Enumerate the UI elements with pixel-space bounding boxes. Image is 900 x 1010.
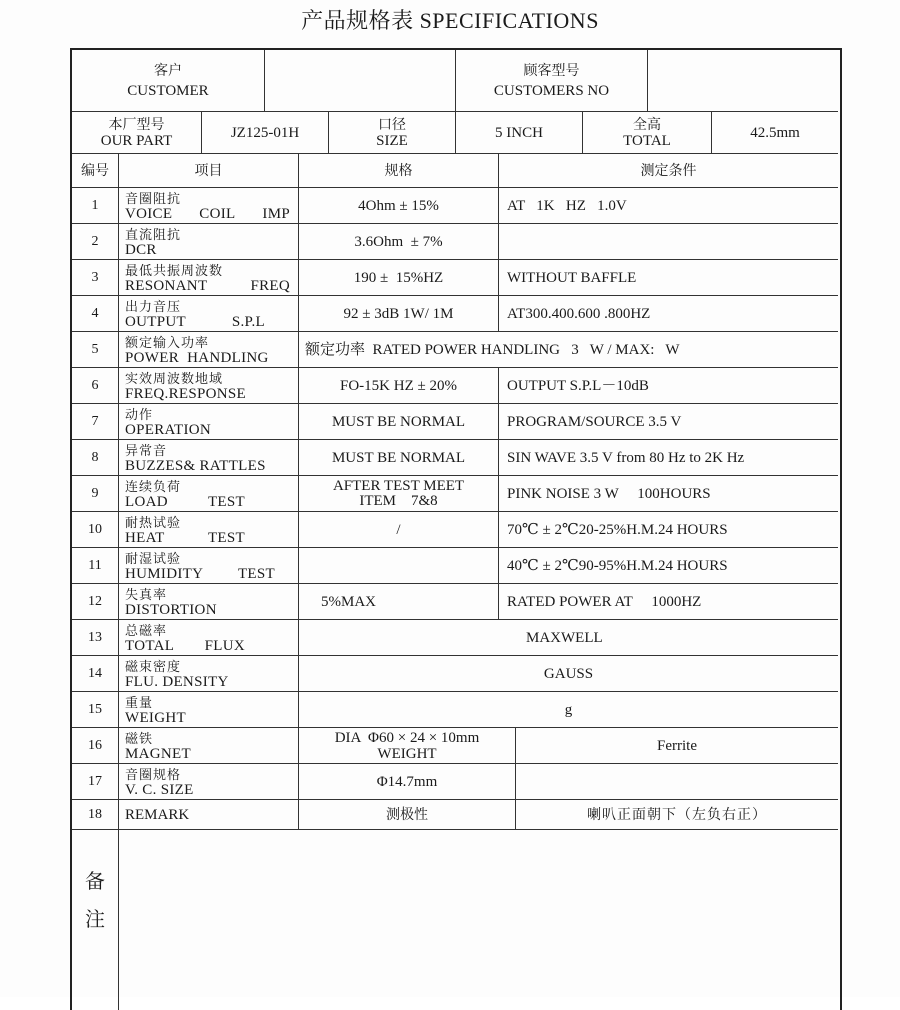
row-number: 17 <box>72 764 119 800</box>
item-name-zh: 直流阻抗 <box>125 228 182 243</box>
spec-cell: / <box>299 512 499 548</box>
row-number: 5 <box>72 332 119 368</box>
total-label-zh: 全高 <box>633 116 661 133</box>
total-label-cell <box>583 112 712 154</box>
spec-cell <box>299 548 499 584</box>
size-label-zh: 口径 <box>378 116 406 133</box>
item-name-zh: 耐热试验 <box>125 516 182 531</box>
size-label-en: SIZE <box>376 132 408 149</box>
spec-cell: 92 ± 3dB 1W/ 1M <box>299 296 499 332</box>
row-number: 8 <box>72 440 119 476</box>
row-number: 12 <box>72 584 119 620</box>
item-name-en <box>125 495 245 510</box>
item-cell <box>119 332 299 368</box>
notes-label-char: 备 <box>85 869 105 893</box>
spec-cell: 3.6Ohm ± 7% <box>299 224 499 260</box>
our-part-value: JZ125-01H <box>202 112 329 154</box>
condition-cell: 喇叭正面朝下（左负右正） <box>516 800 838 830</box>
row-number: 1 <box>72 188 119 224</box>
row-number: 15 <box>72 692 119 728</box>
item-name-zh: 磁铁 <box>125 732 154 747</box>
item-name-en-word: HUMIDITY <box>125 566 204 582</box>
row-number: 13 <box>72 620 119 656</box>
item-name-zh: 异常音 <box>125 444 168 459</box>
spec-line: WEIGHT <box>377 745 437 762</box>
item-cell <box>119 512 299 548</box>
customer-value-cell <box>265 50 456 112</box>
item-name-en: WEIGHT <box>125 710 186 726</box>
item-cell <box>119 368 299 404</box>
item-cell <box>119 260 299 296</box>
our-part-label-cell <box>72 112 202 154</box>
row-number: 14 <box>72 656 119 692</box>
item-name-zh: 实效周波数地域 <box>125 372 224 387</box>
item-name-en <box>125 567 275 582</box>
row-number: 6 <box>72 368 119 404</box>
spec-cell <box>299 476 499 512</box>
item-cell <box>119 764 299 800</box>
condition-cell: AT 1K HZ 1.0V <box>499 188 838 224</box>
item-cell <box>119 620 299 656</box>
item-name-en-word: RESONANT <box>125 278 208 294</box>
item-name-en-word: LOAD <box>125 494 168 510</box>
item-name-en <box>125 531 245 546</box>
spec-line: AFTER TEST MEET <box>332 477 465 494</box>
condition-cell: PINK NOISE 3 W 100HOURS <box>499 476 838 512</box>
customers-no-label-en: CUSTOMERS NO <box>493 82 610 99</box>
customers-no-label-zh: 顾客型号 <box>523 62 580 79</box>
column-header-no: 编号 <box>72 154 119 188</box>
item-name-en: FREQ.RESPONSE <box>125 386 247 402</box>
item-cell <box>119 548 299 584</box>
item-name-en: OPERATION <box>125 422 212 438</box>
condition-cell: SIN WAVE 3.5 V from 80 Hz to 2K Hz <box>499 440 838 476</box>
item-name-zh: 音圈规格 <box>125 768 182 783</box>
item-name-zh: 额定输入功率 <box>125 336 210 351</box>
power-handling-cell: 额定功率 RATED POWER HANDLING 3 W / MAX: W <box>299 332 838 368</box>
total-value: 42.5mm <box>712 112 838 154</box>
spec-cell: Φ14.7mm <box>299 764 516 800</box>
item-name-en-word: IMP <box>262 206 290 222</box>
condition-cell: RATED POWER AT 1000HZ <box>499 584 838 620</box>
spec-cell: MUST BE NORMAL <box>299 404 499 440</box>
size-value: 5 INCH <box>456 112 583 154</box>
spec-cell <box>299 728 516 764</box>
total-label-en: TOTAL <box>623 132 671 149</box>
item-name-zh: 动作 <box>125 408 154 423</box>
item-cell <box>119 440 299 476</box>
item-cell <box>119 188 299 224</box>
condition-cell: AT300.400.600 .800HZ <box>499 296 838 332</box>
item-name-en-word: VOICE <box>125 206 173 222</box>
row-number: 7 <box>72 404 119 440</box>
column-header-item: 项目 <box>119 154 299 188</box>
page-title: 产品规格表 SPECIFICATIONS <box>301 8 599 33</box>
condition-cell: WITHOUT BAFFLE <box>499 260 838 296</box>
item-name-en-word: TEST <box>207 494 245 510</box>
item-cell <box>119 476 299 512</box>
item-name-en-word: HEAT <box>125 530 165 546</box>
condition-cell: 40℃ ± 2℃90-95%H.M.24 HOURS <box>499 548 838 584</box>
item-cell <box>119 656 299 692</box>
item-name-en: POWER HANDLING <box>125 350 269 366</box>
item-name-zh: 连续负荷 <box>125 480 182 495</box>
customer-label-en: CUSTOMER <box>127 82 209 99</box>
size-label-cell <box>329 112 456 154</box>
row-number: 4 <box>72 296 119 332</box>
item-name-en-word: COIL <box>199 206 236 222</box>
spec-cell: 5%MAX <box>299 584 499 620</box>
notes-label-cell <box>72 830 119 1010</box>
customer-label-cell <box>72 50 265 112</box>
our-part-label-en: OUR PART <box>100 132 173 149</box>
flux-density-unit-cell: GAUSS <box>299 656 838 692</box>
row-number: 16 <box>72 728 119 764</box>
item-name-en-word: OUTPUT <box>125 314 186 330</box>
item-name-en-word: TEST <box>237 566 275 582</box>
spec-cell: 190 ± 15%HZ <box>299 260 499 296</box>
row-number: 18 <box>72 800 119 830</box>
item-name-zh: 出力音压 <box>125 300 182 315</box>
item-name-en: DCR <box>125 242 157 258</box>
item-name-en <box>125 279 290 294</box>
row-number: 11 <box>72 548 119 584</box>
item-name-zh: 最低共振周波数 <box>125 264 224 279</box>
condition-cell: PROGRAM/SOURCE 3.5 V <box>499 404 838 440</box>
item-name-en: MAGNET <box>125 746 191 762</box>
spec-cell: 测极性 <box>299 800 516 830</box>
item-name-en: FLU. DENSITY <box>125 674 229 690</box>
spec-line: DIA Φ60 × 24 × 10mm <box>334 729 480 746</box>
item-cell <box>119 584 299 620</box>
spec-cell: MUST BE NORMAL <box>299 440 499 476</box>
spec-cell: FO-15K HZ ± 20% <box>299 368 499 404</box>
item-name-en <box>125 207 290 222</box>
item-name-zh: 音圈阻抗 <box>125 192 182 207</box>
item-name-en: DISTORTION <box>125 602 217 618</box>
item-name-en-word: TOTAL <box>125 638 175 654</box>
item-name-zh: 磁束密度 <box>125 660 182 675</box>
item-cell <box>119 404 299 440</box>
customers-no-value-cell <box>648 50 838 112</box>
spec-table <box>70 48 842 1010</box>
customers-no-label-cell <box>456 50 648 112</box>
column-header-spec: 规格 <box>299 154 499 188</box>
condition-cell: Ferrite <box>516 728 838 764</box>
row-number: 9 <box>72 476 119 512</box>
item-name-zh: 重量 <box>125 696 154 711</box>
total-flux-unit-cell: MAXWELL <box>299 620 838 656</box>
spec-cell: 4Ohm ± 15% <box>299 188 499 224</box>
item-name-en-word: FLUX <box>204 638 245 654</box>
item-cell <box>119 728 299 764</box>
item-name-zh: 失真率 <box>125 588 168 603</box>
item-name-zh: 耐湿试验 <box>125 552 182 567</box>
weight-unit-cell: g <box>299 692 838 728</box>
condition-cell: 70℃ ± 2℃20-25%H.M.24 HOURS <box>499 512 838 548</box>
item-name-en-word: S.P.L <box>231 314 265 330</box>
condition-cell: OUTPUT S.P.L－10dB <box>499 368 838 404</box>
item-cell <box>119 692 299 728</box>
item-cell <box>119 296 299 332</box>
notes-area <box>119 830 838 1010</box>
spec-line: ITEM 7&8 <box>359 492 438 509</box>
remark-label: REMARK <box>119 800 299 830</box>
item-name-zh: 总磁率 <box>125 624 168 639</box>
item-name-en: BUZZES& RATTLES <box>125 458 266 474</box>
row-number: 3 <box>72 260 119 296</box>
our-part-label-zh: 本厂型号 <box>108 116 165 133</box>
condition-cell <box>516 764 838 800</box>
item-name-en-word: FREQ <box>250 278 290 294</box>
item-cell <box>119 224 299 260</box>
item-name-en-word: TEST <box>207 530 245 546</box>
condition-cell <box>499 224 838 260</box>
customer-label-zh: 客户 <box>154 62 182 79</box>
item-name-en: V. C. SIZE <box>125 782 194 798</box>
notes-label-char: 注 <box>85 907 105 931</box>
column-header-condition: 测定条件 <box>499 154 838 188</box>
item-name-en <box>125 315 265 330</box>
item-name-en <box>125 639 245 654</box>
row-number: 10 <box>72 512 119 548</box>
row-number: 2 <box>72 224 119 260</box>
